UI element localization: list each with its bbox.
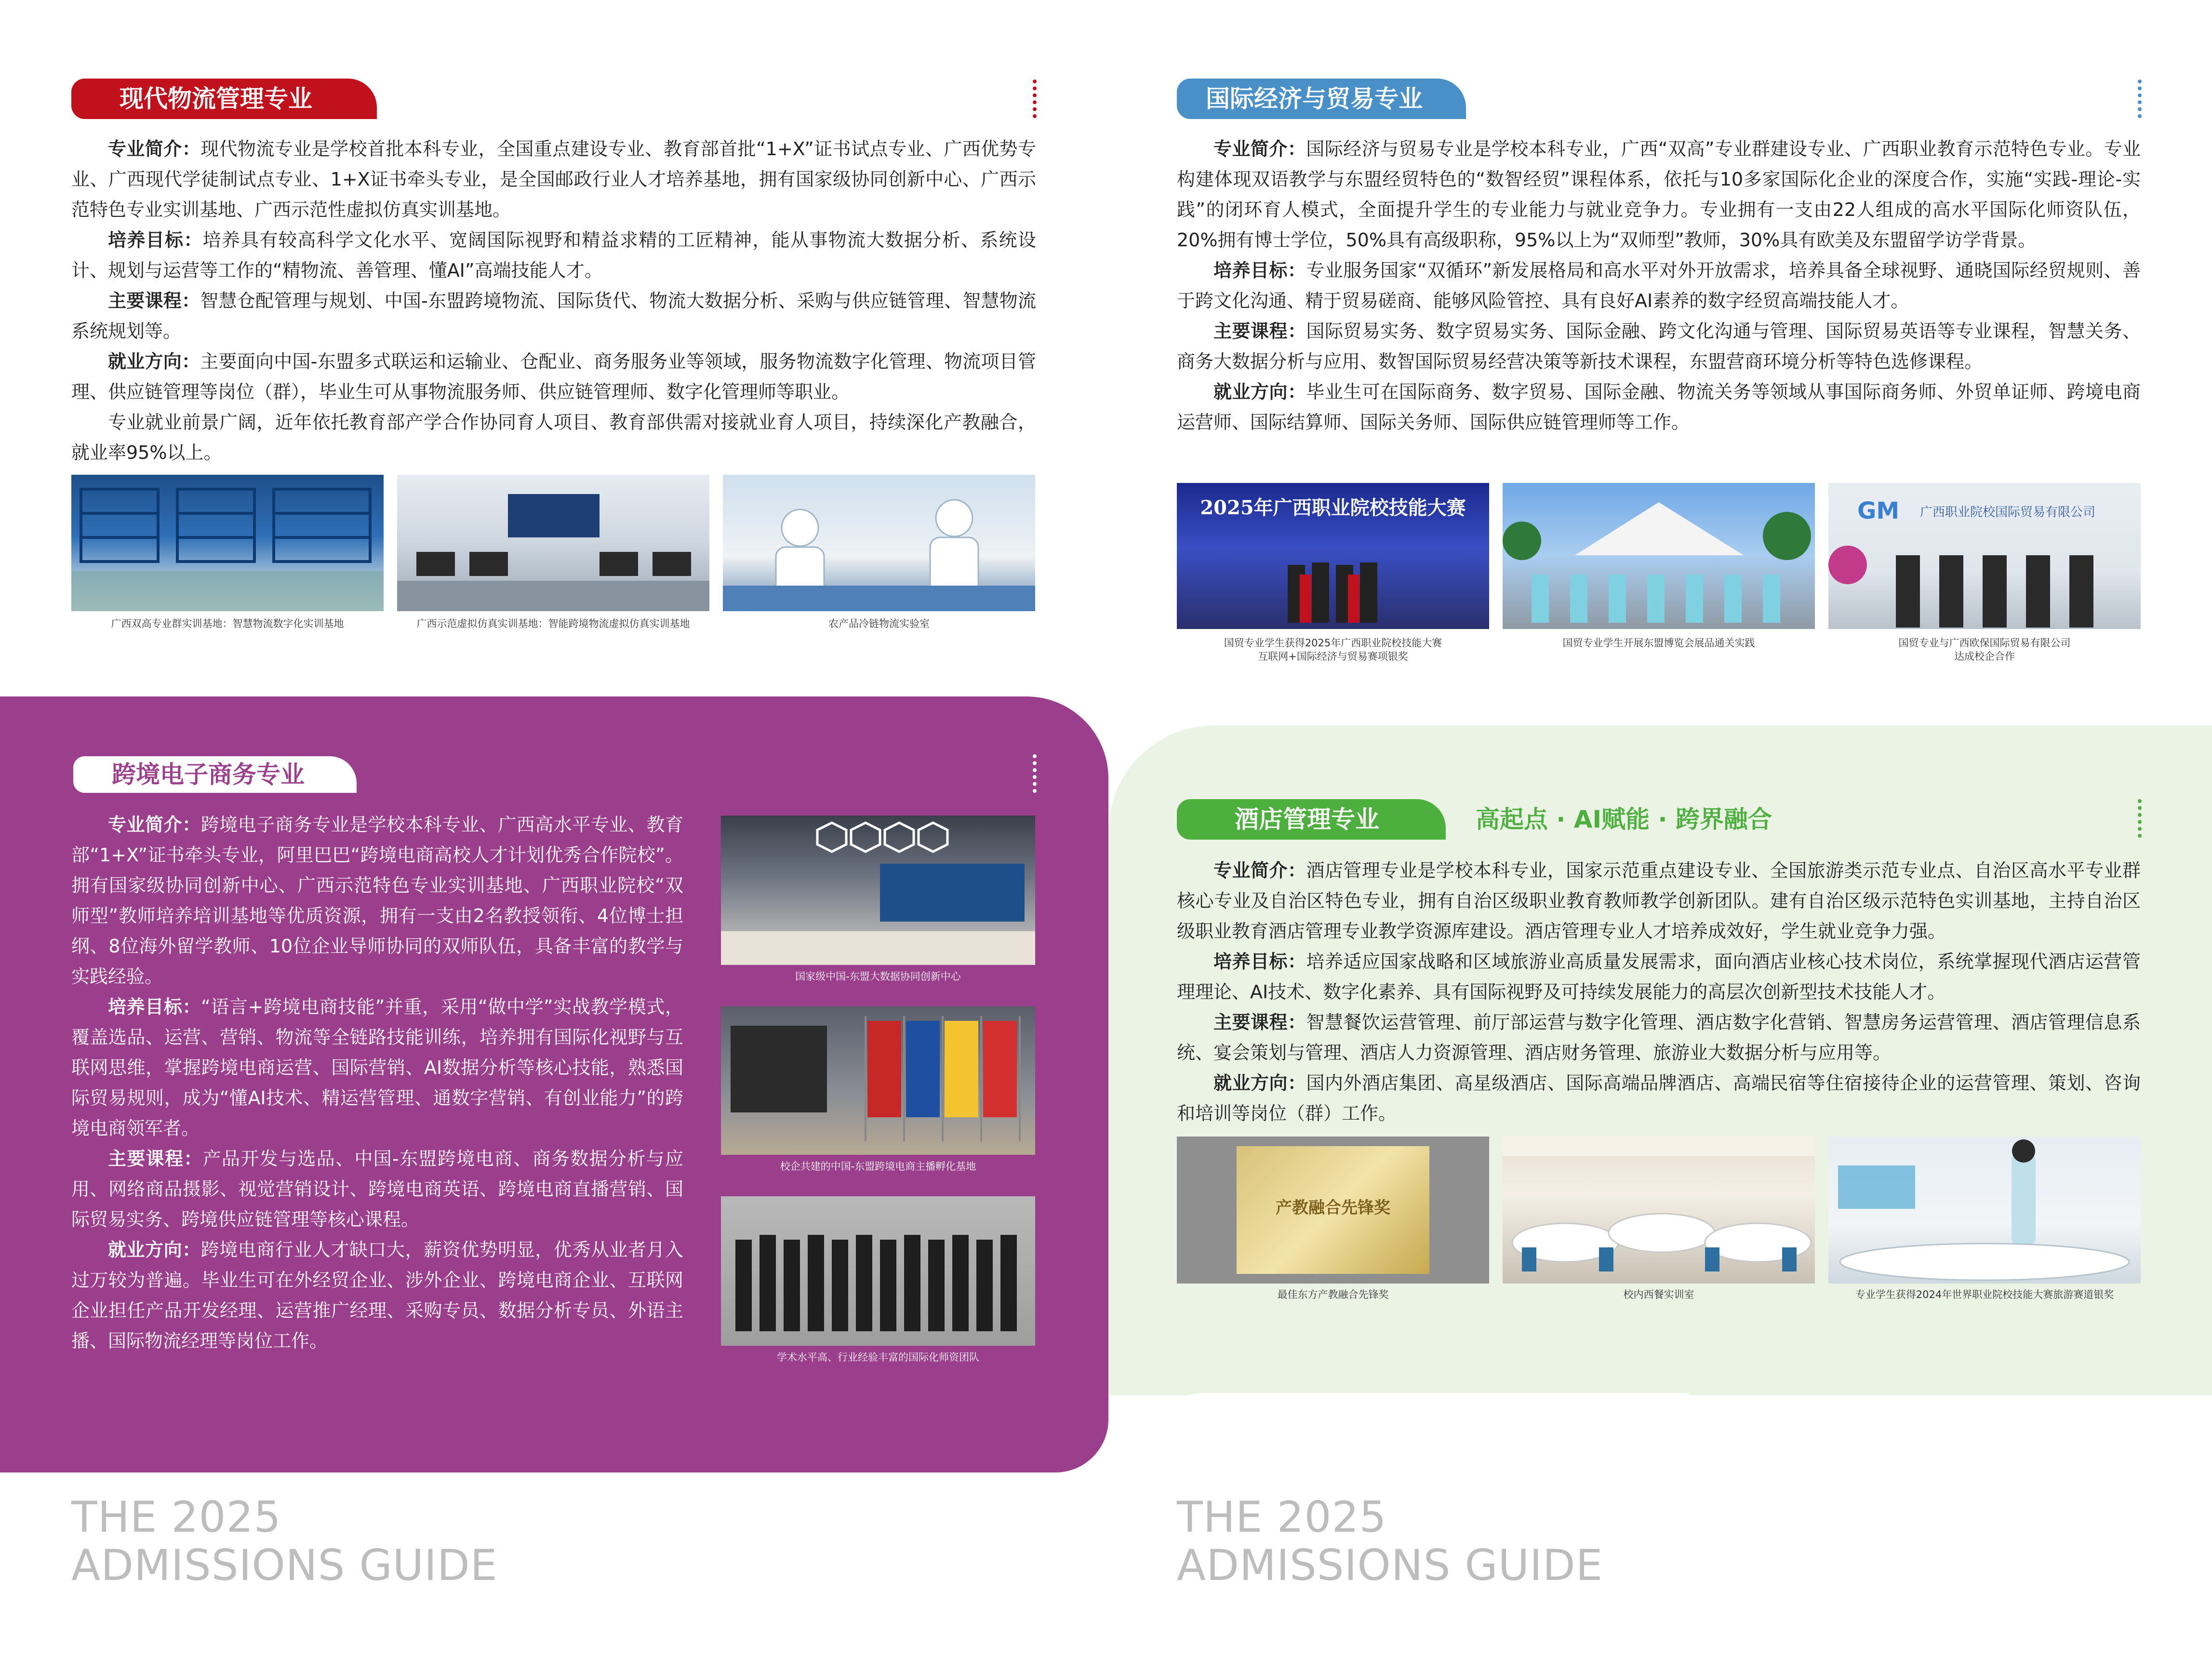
asean-flags-icon [721, 1006, 1035, 1155]
hotel-job-label: 就业方向： [1213, 1072, 1306, 1094]
footer-right [1177, 1493, 1603, 1590]
logistics-photo-warehouse [71, 475, 384, 611]
lab-workers-icon [723, 475, 1035, 611]
hotel-caption-1: 最佳东方产教融合先锋奖 [1277, 1289, 1389, 1300]
hotel-photo-restaurant [1503, 1137, 1815, 1284]
logistics-goal-label: 培养目标： [108, 229, 203, 251]
logistics-intro-label: 专业简介： [108, 138, 201, 160]
ecommerce-title-tab [71, 754, 359, 795]
ecommerce-title: 跨境电子商务专业 [112, 761, 305, 789]
hotel-goal-text: 培养适应国家战略和区域旅游业高质量发展需求，面向酒店业核心技术岗位，系统掌握现代酒店运营管理理论、AI技术、数字化素养、具有国际视野及可持续发展能力的高层次创新型技术技能人才。 [1177, 951, 2141, 1003]
award-students-icon [1177, 483, 1489, 629]
warehouse-shelves-icon [71, 475, 384, 611]
ecommerce-job-text: 跨境电商行业人才缺口大，薪资优势明显，优秀从业者月入过万较为普遍。毕业生可在外经贸企业、涉外企业、跨境电商企业、互联网企业担任产品开发经理、运营推广经理、采购专员、数据分析专员、外语主播、国际物流经理等岗位工作。 [71, 1239, 683, 1351]
logistics-extra-text: 专业就业前景广阔，近年依托教育部产学合作协同育人项目、教育部供需对接就业育人项目，持续深化产教融合，就业率95%以上。 [71, 412, 1036, 463]
logistics-photo-cold-chain [723, 475, 1035, 611]
ecommerce-job-label: 就业方向： [108, 1239, 201, 1260]
logistics-course-text: 智慧仓配管理与规划、中国-东盟跨境物流、国际货代、物流大数据分析、采购与供应链管理、智慧物流系统规划等。 [71, 290, 1036, 342]
competition-table-icon [1828, 1137, 2141, 1284]
trade-photo-expo [1503, 483, 1815, 629]
trade-title-tab [1177, 79, 1466, 119]
trade-course-label: 主要课程： [1213, 321, 1306, 342]
trade-caption-3 [1828, 636, 2141, 663]
footer-right-line-2: ADMISSIONS GUIDE [1177, 1540, 1603, 1590]
logistics-caption-2: 广西示范虚拟仿真实训基地：智能跨境物流虚拟仿真实训基地 [416, 618, 690, 629]
hotel-body [1177, 856, 2141, 1129]
trade-caption-2: 国贸专业学生开展东盟博览会展品通关实践 [1562, 637, 1755, 649]
ecommerce-caption-2: 校企共建的中国-东盟跨境电商主播孵化基地 [780, 1161, 976, 1172]
logistics-dots-icon [1033, 80, 1040, 118]
ecommerce-photo-center [721, 816, 1035, 965]
computer-lab-icon [397, 475, 709, 611]
trade-job-label: 就业方向： [1213, 381, 1306, 402]
ecommerce-intro-text: 跨境电子商务专业是学校本科专业、广西高水平专业、教育部“1+X”证书牵头专业，阿里巴巴“跨境电商高校人才计划优秀合作院校”。拥有国家级协同创新中心、广西示范特色专业实训基地、广西职业院校“双师型”教师培养培训基地等优质资源，拥有一支由2名教授领衔、4位博士担纲、8位海外留学教师、10位企业导师协同的双师队伍，具备丰富的教学与实践经验。 [71, 814, 683, 987]
logistics-intro-text: 现代物流专业是学校首批本科专业，全国重点建设专业、教育部首批“1+X”证书试点专业、广西优势专业、广西现代学徒制试点专业、1+X证书牵头专业，是全国邮政行业人才培养基地，拥有国家级协同创新中心、广西示范特色专业实训基地、广西示范性虚拟仿真实训基地。 [71, 138, 1036, 220]
trade-goal-text: 专业服务国家“双循环”新发展格局和高水平对外开放需求，培养具备全球视野、通晓国际经贸规则、善于跨文化沟通、精于贸易磋商、能够风险管控、具有良好AI素养的数字经贸高端技能人才。 [1177, 260, 2141, 311]
logistics-caption-1: 广西双高专业群实训基地：智慧物流数字化实训基地 [111, 618, 344, 629]
trade-dots-icon [2138, 80, 2145, 118]
logistics-photo-virtual-lab [397, 475, 709, 611]
logistics-course-label: 主要课程： [108, 290, 200, 311]
plaque-award-icon [1237, 1146, 1429, 1274]
hotel-intro-label: 专业简介： [1213, 860, 1306, 881]
ecommerce-body [71, 810, 683, 1356]
footer-left [71, 1493, 497, 1590]
signing-group-icon [1828, 483, 2141, 629]
logistics-caption-3: 农产品冷链物流实验室 [828, 618, 930, 629]
trade-job-text: 毕业生可在国际商务、数字贸易、国际金融、物流关务等领域从事国际商务师、外贸单证师、跨境电商运营师、国际结算师、国际关务师、国际供应链管理师等工作。 [1177, 381, 2141, 433]
ecommerce-caption-3: 学术水平高、行业经验丰富的国际化师资团队 [777, 1351, 979, 1363]
hotel-goal-label: 培养目标： [1213, 951, 1306, 972]
trade-caption-1-line-2: 互联网+国际经济与贸易赛项银奖 [1258, 651, 1408, 662]
hotel-photo-plaque [1177, 1137, 1489, 1284]
hotel-course-text: 智慧餐饮运营管理、前厅部运营与数字化管理、酒店数字化营销、智慧房务运营管理、酒店管理信息系统、宴会策划与管理、酒店人力资源管理、酒店财务管理、旅游业大数据分析与应用等。 [1177, 1012, 2141, 1063]
trade-caption-3-line-1: 国贸专业与广西欧保国际贸易有限公司 [1898, 637, 2071, 649]
trade-caption-1 [1177, 636, 1489, 663]
trade-caption-1-line-1: 国贸专业学生获得2025年广西职业院校技能大赛 [1224, 637, 1442, 649]
logistics-body [71, 134, 1036, 468]
trade-photo3-sign: 广西职业院校国际贸易有限公司 [1920, 505, 2096, 520]
hotel-plaque-text: 产教融合先锋奖 [1276, 1198, 1390, 1217]
trade-intro-text: 国际经济与贸易专业是学校本科专业，广西“双高”专业群建设专业、广西职业教育示范特色专业。专业构建体现双语教学与东盟经贸特色的“数智经贸”课程体系，依托与10多家国际化企业的深度合作，实施“实践-理论-实践”的闭环育人模式，全面提升学生的专业能力与就业竞争力。专业拥有一支由22人组成的高水平国际化师资队伍，20%拥有博士学位，50%具有高级职称，95%以上为“双师型”教师，30%具有欧美及东盟留学访学背景。 [1177, 138, 2141, 251]
faculty-team-icon [721, 1196, 1035, 1346]
footer-left-line-1: THE 2025 [71, 1492, 281, 1542]
ecommerce-course-label: 主要课程： [108, 1148, 203, 1169]
ecommerce-intro-label: 专业简介： [108, 814, 201, 835]
hotel-job-text: 国内外酒店集团、高星级酒店、国际高端品牌酒店、高端民宿等住宿接待企业的运营管理、策划、咨询和培训等岗位（群）工作。 [1177, 1072, 2141, 1124]
footer-right-line-1: THE 2025 [1177, 1492, 1387, 1542]
footer-left-line-2: ADMISSIONS GUIDE [71, 1540, 498, 1590]
hotel-title: 酒店管理专业 [1235, 805, 1379, 833]
data-center-icon [721, 816, 1035, 965]
dining-tables-icon [1503, 1137, 1815, 1284]
ecommerce-caption-1: 国家级中国-东盟大数据协同创新中心 [795, 971, 961, 982]
trade-intro-label: 专业简介： [1213, 138, 1306, 160]
hotel-caption-3: 专业学生获得2024年世界职业院校技能大赛旅游赛道银奖 [1855, 1289, 2114, 1300]
logistics-goal-text: 培养具有较高科学文化水平、宽阔国际视野和精益求精的工匠精神，能从事物流大数据分析、系统设计、规划与运营等工作的“精物流、善管理、懂AI”高端技能人才。 [71, 229, 1036, 281]
trade-title: 国际经济与贸易专业 [1206, 85, 1423, 113]
trade-caption-3-line-2: 达成校企合作 [1954, 651, 2015, 662]
ecommerce-dots-icon [1033, 754, 1040, 793]
ecommerce-goal-label: 培养目标： [108, 996, 201, 1017]
logistics-job-text: 主要面向中国-东盟多式联运和运输业、仓配业、商务服务业等领域，服务物流数字化管理、物流项目管理、供应链管理等岗位（群），毕业生可从事物流服务师、供应链管理师、数字化管理师等职业。 [71, 351, 1036, 402]
ecommerce-photo-livestream-base [721, 1006, 1035, 1155]
logistics-title-tab [71, 79, 377, 119]
trade-photo-cooperation [1828, 483, 2141, 629]
hotel-title-tab [1177, 799, 1446, 840]
hotel-slogan: 高起点 · AI赋能 · 跨界融合 [1476, 805, 1772, 833]
ecommerce-photo-faculty [721, 1196, 1035, 1346]
logistics-title: 现代物流管理专业 [120, 85, 312, 113]
hotel-photo-competition [1828, 1137, 2141, 1284]
trade-photo3-logo: GM [1857, 497, 1900, 524]
hotel-dots-icon [2138, 799, 2145, 838]
hotel-course-label: 主要课程： [1213, 1012, 1306, 1033]
ecommerce-goal-text: “语言+跨境电商技能”并重，采用“做中学”实战教学模式，覆盖选品、运营、营销、物流等全链路技能训练，培养拥有国际化视野与互联网思维，掌握跨境电商运营、国际营销、AI数据分析等核心技能，熟悉国际贸易规则，成为“懂AI技术、精运营管理、通数字营销、有创业能力”的跨境电商领军者。 [71, 996, 683, 1139]
logistics-job-label: 就业方向： [108, 351, 200, 372]
expo-group-icon [1503, 483, 1815, 629]
trade-course-text: 国际贸易实务、数字贸易实务、国际金融、跨文化沟通与管理、国际贸易英语等专业课程，智慧关务、商务大数据分析与应用、数智国际贸易经营决策等新技术课程，东盟营商环境分析等特色选修课程。 [1177, 321, 2141, 372]
hotel-intro-text: 酒店管理专业是学校本科专业，国家示范重点建设专业、全国旅游类示范专业点、自治区高水平专业群核心专业及自治区特色专业，拥有自治区级职业教育教师教学创新团队。建有自治区级示范特色实训基地，主持自治区级职业教育酒店管理专业教学资源库建设。酒店管理专业人才培养成效好，学生就业竞争力强。 [1177, 860, 2141, 942]
hotel-caption-2: 校内西餐实训室 [1623, 1289, 1694, 1300]
trade-photo-competition [1177, 483, 1489, 629]
trade-body [1177, 134, 2141, 438]
trade-goal-label: 培养目标： [1213, 260, 1306, 281]
ecommerce-course-text: 产品开发与选品、中国-东盟跨境电商、商务数据分析与应用、网络商品摄影、视觉营销设计、跨境电商英语、跨境电商直播营销、国际贸易实务、跨境供应链管理等核心课程。 [71, 1148, 683, 1230]
trade-photo1-banner: 2025年广西职业院校技能大赛 [1200, 496, 1466, 519]
